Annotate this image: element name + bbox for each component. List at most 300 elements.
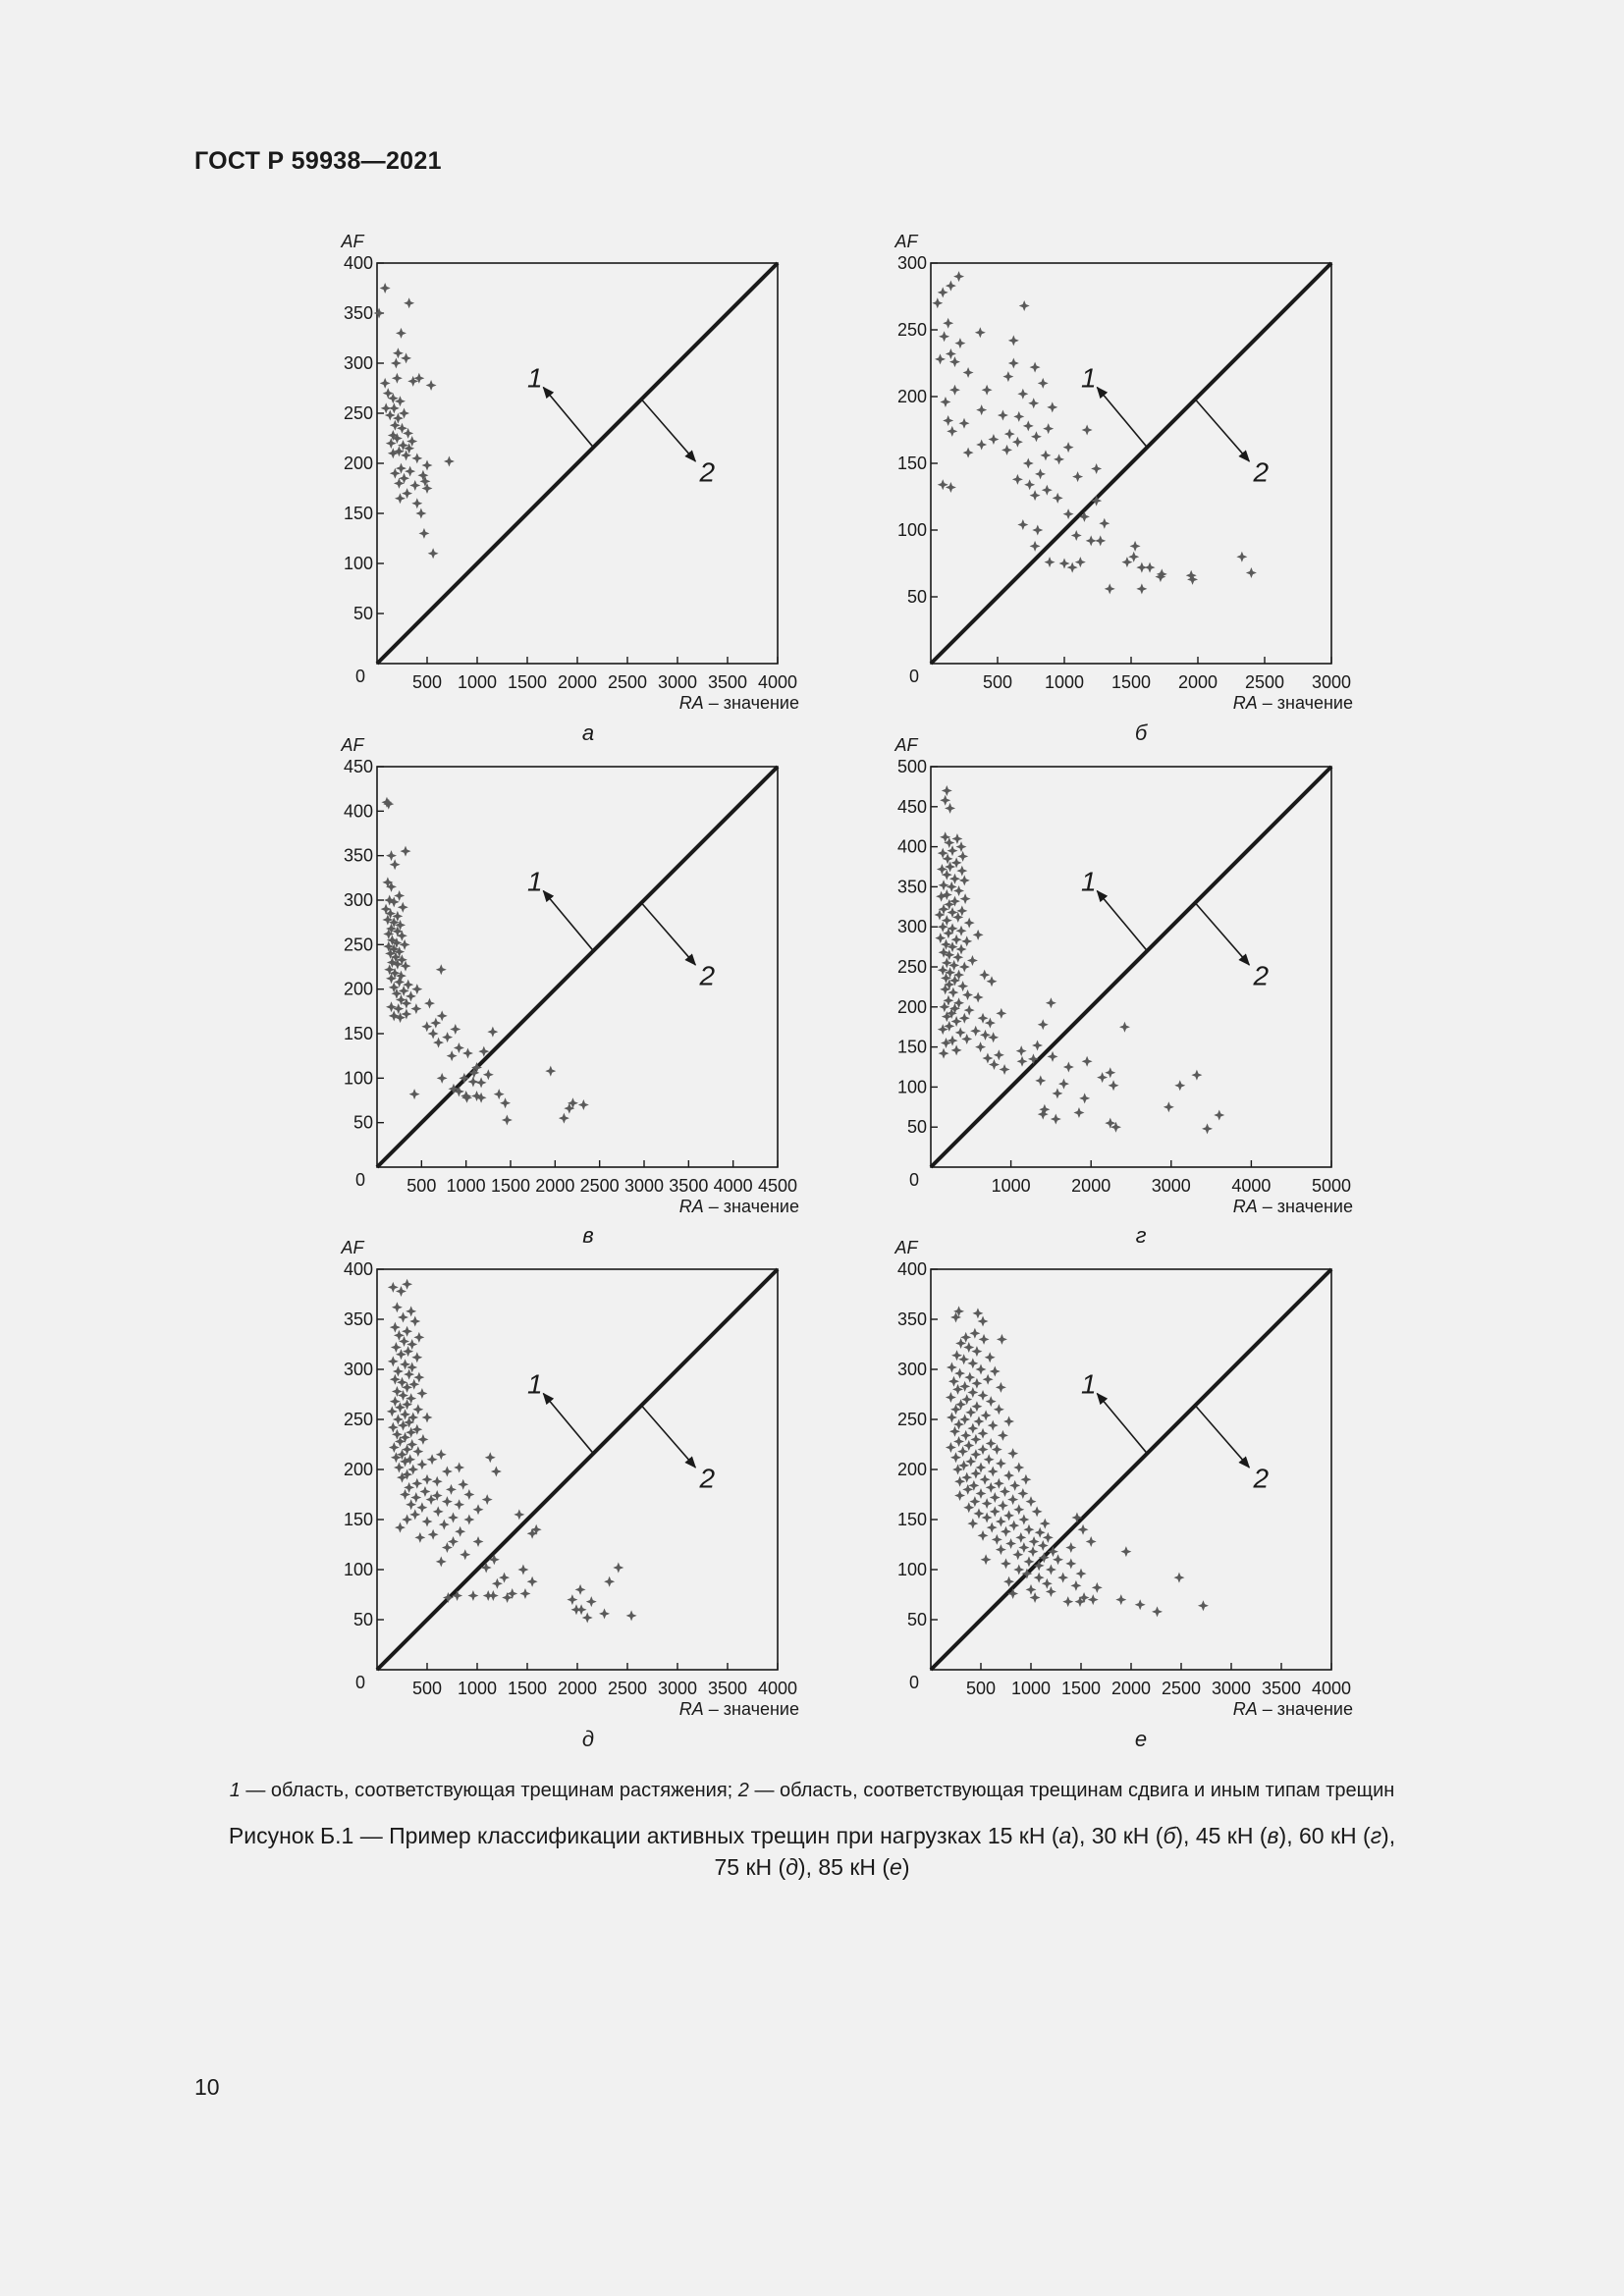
data-point [1045,557,1056,567]
x-axis-label: RA – значение [1232,1699,1353,1719]
data-point [985,1018,996,1029]
data-point [956,926,967,936]
y-tick-label: 150 [896,454,927,473]
data-point [956,944,967,955]
data-point [990,1506,1001,1517]
data-point [1029,1536,1040,1547]
data-point [940,397,950,407]
data-point [1054,454,1064,464]
data-point [426,380,437,391]
data-point [436,964,447,975]
data-point [1120,1546,1131,1557]
data-point [412,1446,423,1457]
data-point [950,1452,961,1463]
data-point [433,1506,444,1517]
sub-label-e: д [581,1727,595,1751]
chart-panel-d [872,727,1402,1238]
data-point [1001,1526,1011,1537]
data-point [398,1311,408,1322]
chart-panel-c [318,727,848,1238]
data-point [953,1436,964,1447]
data-point [450,1024,460,1035]
data-point [1028,1546,1039,1557]
data-point [386,850,397,861]
scatter-plot-c [318,727,848,1238]
x-axis-label: RA – значение [1232,693,1353,713]
boundary-diagonal [377,767,778,1167]
data-point [1000,1486,1010,1497]
region-label-2: 2 [699,1463,716,1494]
data-point [492,1578,503,1589]
data-point [499,1573,510,1583]
origin-label: 0 [908,1673,919,1692]
data-point [448,1512,459,1522]
data-point [945,803,955,814]
y-tick-label: 250 [896,957,927,977]
data-point [575,1584,586,1595]
y-tick-label: 300 [343,890,373,910]
data-point [1052,1088,1062,1098]
data-point [1135,1599,1146,1610]
y-tick-label: 250 [896,320,927,340]
x-tick-label: 2000 [1110,1679,1152,1698]
data-point [402,1515,412,1525]
data-point [1057,1573,1068,1583]
data-point [454,1499,464,1510]
arrow-region-1 [543,387,593,447]
data-point [402,1279,412,1290]
data-point [473,1504,484,1515]
data-point [461,1093,472,1103]
data-point [1013,1462,1024,1472]
data-point [981,1410,992,1420]
data-point [1058,1079,1069,1090]
data-point [939,880,949,890]
data-point [1017,389,1028,400]
data-point [1214,1109,1224,1120]
data-point [1174,1080,1185,1091]
region-label-2: 2 [1253,1463,1270,1494]
x-tick-label: 3000 [1311,672,1352,692]
data-point [1053,1554,1063,1565]
data-point [418,528,429,539]
y-tick-label: 300 [343,1360,373,1379]
data-point [447,1050,458,1061]
data-point [463,1489,474,1500]
data-point [488,1590,499,1601]
y-tick-label: 500 [896,757,927,776]
data-point [978,1530,989,1541]
caption-line-1 [196,1820,1428,1851]
data-point [1236,552,1247,562]
data-point [976,439,987,450]
origin-label: 0 [354,667,365,686]
data-point [947,845,958,856]
region-label-1: 1 [527,362,543,394]
origin-label: 0 [354,1170,365,1190]
chart-panel-b [872,224,1402,734]
x-tick-label: 1500 [507,1679,548,1698]
y-tick-label: 350 [343,1309,373,1329]
data-point [421,1021,432,1032]
data-point [430,1018,441,1029]
y-tick-label: 300 [896,253,927,273]
data-point [982,385,993,396]
data-point [422,1474,433,1485]
data-point [487,1027,498,1038]
data-point [957,851,968,862]
x-tick-label: 1000 [446,1176,486,1196]
data-point [975,1041,986,1052]
data-point [454,1462,464,1472]
data-point [951,1016,962,1027]
y-tick-label: 450 [896,796,927,817]
scatter-plot-d [872,727,1402,1238]
data-point [1152,1606,1163,1617]
data-point [946,1392,956,1403]
data-point [1012,1549,1023,1560]
data-point [415,508,426,519]
y-tick-label: 350 [896,1309,927,1329]
data-point [957,1446,968,1457]
data-point [395,1522,406,1533]
data-point [428,548,439,559]
data-point [1130,541,1141,552]
data-point [985,1352,996,1362]
y-tick-label: 250 [343,934,373,955]
data-point [1076,1569,1087,1579]
x-axis-label: RA – значение [1232,1197,1353,1216]
arrow-region-1 [1097,890,1147,950]
y-axis-label: AF [894,735,918,755]
data-point [404,297,414,308]
data-point [975,327,986,338]
data-point [1079,1093,1090,1103]
data-point [1035,1527,1046,1538]
y-tick-label: 200 [343,454,373,473]
data-point [1032,525,1043,536]
caption-text: ), 60 кН ( [1278,1823,1371,1848]
y-tick-label: 400 [343,801,373,822]
data-point [992,1444,1002,1455]
data-point [406,1499,416,1510]
data-point [967,1423,978,1434]
data-point [992,1534,1002,1545]
x-tick-label: 500 [411,672,443,692]
data-point [467,1076,478,1087]
caption-panel-ref: б [1163,1823,1176,1848]
data-point [411,453,422,463]
y-tick-label: 250 [896,1410,927,1429]
data-point [442,1467,453,1477]
data-point [976,1488,987,1499]
boundary-diagonal [931,263,1331,664]
data-point [411,1352,422,1362]
data-point [437,1010,448,1021]
y-tick-label: 350 [343,845,373,866]
y-axis-label: AF [341,232,364,251]
x-tick-label: 2500 [607,1679,648,1698]
y-axis-label: AF [894,232,918,251]
data-point [392,373,403,384]
boundary-diagonal [931,767,1331,1167]
data-point [395,493,406,504]
data-point [1009,1480,1020,1491]
y-tick-label: 150 [896,1037,927,1057]
data-point [570,1604,581,1615]
data-point [433,1038,444,1048]
data-point [1003,1510,1014,1521]
data-point [1048,1546,1058,1557]
data-point [941,939,951,950]
y-tick-label: 300 [896,917,927,937]
data-point [964,918,975,929]
y-tick-label: 50 [906,587,927,607]
data-point [980,1474,991,1485]
arrow-region-2 [1195,1406,1249,1468]
data-point [416,1388,427,1399]
y-tick-label: 150 [896,1510,927,1529]
data-point [582,1612,593,1623]
data-point [476,1077,487,1088]
data-point [1065,1542,1076,1553]
data-point [517,1565,528,1575]
data-point [1246,567,1257,578]
data-point [409,1316,420,1327]
data-point [1031,431,1042,442]
x-tick-label: 4000 [757,672,798,692]
data-point [613,1562,623,1573]
data-point [969,1328,980,1339]
data-point [959,962,970,973]
data-point [951,1044,962,1055]
page-number: 10 [194,2074,220,2100]
chart-panel-e [318,1230,848,1740]
data-point [455,1526,465,1537]
data-point [988,434,999,445]
data-point [959,418,970,429]
data-point [400,939,410,950]
region-label-2: 2 [699,456,716,488]
data-point [388,448,399,458]
x-tick-label: 1000 [1010,1679,1052,1698]
data-point [955,1027,966,1038]
data-point [485,1452,496,1463]
caption-panel-ref: в [1267,1823,1279,1848]
data-point [442,1542,453,1553]
data-point [1002,371,1013,382]
data-point [410,1492,421,1503]
y-tick-label: 50 [906,1610,927,1629]
data-point [545,1066,556,1077]
x-tick-label: 1500 [507,672,548,692]
data-point [419,476,430,487]
data-point [1078,1524,1089,1535]
data-point [463,1515,474,1525]
data-point [938,479,948,490]
data-point [1145,562,1156,573]
region-label-1: 1 [527,866,543,897]
data-point [394,1462,405,1472]
caption-text: Рисунок Б.1 — Пример классификации активных трещин при нагрузках 15 кН ( [228,1823,1059,1848]
x-tick-label: 3000 [1211,1679,1252,1698]
scatter-plot-f [872,1230,1402,1740]
data-point [519,1588,530,1599]
data-point [428,1529,439,1540]
data-point [1030,362,1041,373]
data-point [998,1500,1008,1511]
data-point [1042,485,1053,496]
data-point [393,347,404,358]
x-tick-label: 3500 [707,672,748,692]
data-point [428,1029,439,1040]
data-point [1038,1019,1049,1030]
data-point [559,1113,569,1124]
data-point [1028,398,1039,408]
y-tick-label: 300 [896,1360,927,1379]
data-point [1016,1045,1027,1056]
data-point [1023,420,1034,431]
x-tick-label: 3000 [623,1176,665,1196]
data-point [410,1003,421,1014]
boundary-diagonal [377,263,778,664]
data-point [1003,1470,1014,1481]
data-point [1065,1558,1076,1569]
caption-text: ), [1381,1823,1396,1848]
scatter-plot-a [318,224,848,734]
data-point [1046,1565,1056,1575]
x-tick-label: 1500 [1060,1679,1102,1698]
y-tick-label: 100 [896,520,927,540]
data-point [396,328,406,339]
region-label-1: 1 [1081,866,1097,897]
x-tick-label: 500 [965,1679,997,1698]
data-point [949,385,960,396]
data-point [1017,1488,1028,1499]
data-point [1086,1536,1097,1547]
data-point [1032,1506,1043,1517]
data-point [1202,1123,1213,1134]
data-point [978,1390,989,1401]
data-point [1092,1582,1103,1593]
y-tick-label: 50 [906,1117,927,1138]
y-tick-label: 200 [343,1460,373,1479]
data-point [980,1030,991,1041]
data-point [963,367,974,378]
data-point [432,1476,443,1487]
data-point [1034,1560,1045,1571]
y-tick-label: 200 [896,1460,927,1479]
data-point [1012,474,1023,485]
data-point [996,1544,1006,1555]
data-point [989,1059,1000,1070]
data-point [978,1013,989,1024]
data-point [942,889,952,900]
data-point [960,1430,971,1441]
data-point [422,1412,433,1422]
data-point [500,1097,511,1108]
data-point [997,1334,1007,1345]
data-point [1099,518,1110,529]
x-axis-label: RA – значение [678,1699,799,1719]
data-point [460,1549,470,1560]
region-label-1: 1 [1081,362,1097,394]
data-point [1105,1067,1115,1078]
data-point [953,271,964,282]
data-point [982,1053,993,1064]
y-axis-label: AF [341,1238,364,1257]
data-point [483,1069,494,1080]
data-point [970,1026,981,1037]
data-point [972,1308,983,1318]
data-point [1088,1594,1099,1605]
y-tick-label: 150 [343,504,373,523]
data-point [954,1490,965,1501]
legend-text-2: — область, соответствующая трещинам сдвига и иным типам трещин [748,1780,1395,1801]
y-tick-label: 200 [896,996,927,1017]
data-point [494,1089,505,1099]
data-point [1062,1596,1073,1607]
data-point [1017,519,1028,530]
data-point [1032,1040,1043,1050]
y-tick-label: 450 [343,757,373,776]
data-point [1164,1101,1174,1112]
data-point [419,1486,430,1497]
data-point [962,989,973,1000]
data-point [422,483,433,494]
scatter-plot-b [872,224,1402,734]
data-point [424,998,435,1009]
data-point [1136,583,1147,594]
data-point [939,1048,949,1059]
data-point [973,930,984,940]
y-tick-label: 350 [343,303,373,323]
data-point [391,1342,402,1353]
data-point [381,797,392,808]
boundary-diagonal [931,1269,1331,1670]
x-tick-label: 1500 [490,1176,531,1196]
data-point [394,890,405,901]
y-tick-label: 100 [343,1560,373,1579]
data-point [448,1536,459,1547]
arrow-region-2 [1195,400,1249,461]
data-point [961,935,972,946]
data-point [1001,445,1012,455]
data-point [998,410,1008,421]
data-point [436,1449,447,1460]
data-point [1095,535,1106,546]
origin-label: 0 [908,667,919,686]
y-tick-label: 400 [896,836,927,857]
data-point [982,1498,993,1509]
data-point [444,455,455,466]
x-tick-label: 3500 [669,1176,709,1196]
data-point [1073,1107,1084,1118]
data-point [414,1532,425,1543]
data-point [956,866,967,877]
y-tick-label: 200 [343,979,373,999]
y-tick-label: 300 [343,353,373,373]
data-point [1004,429,1015,440]
data-point [409,1089,420,1099]
caption-text: ), 85 кН ( [797,1854,891,1880]
data-point [411,498,422,508]
x-tick-label: 500 [411,1679,443,1698]
data-point [1001,1558,1011,1569]
data-point [940,795,950,806]
data-point [1048,1051,1058,1062]
x-tick-label: 2500 [1161,1679,1202,1698]
